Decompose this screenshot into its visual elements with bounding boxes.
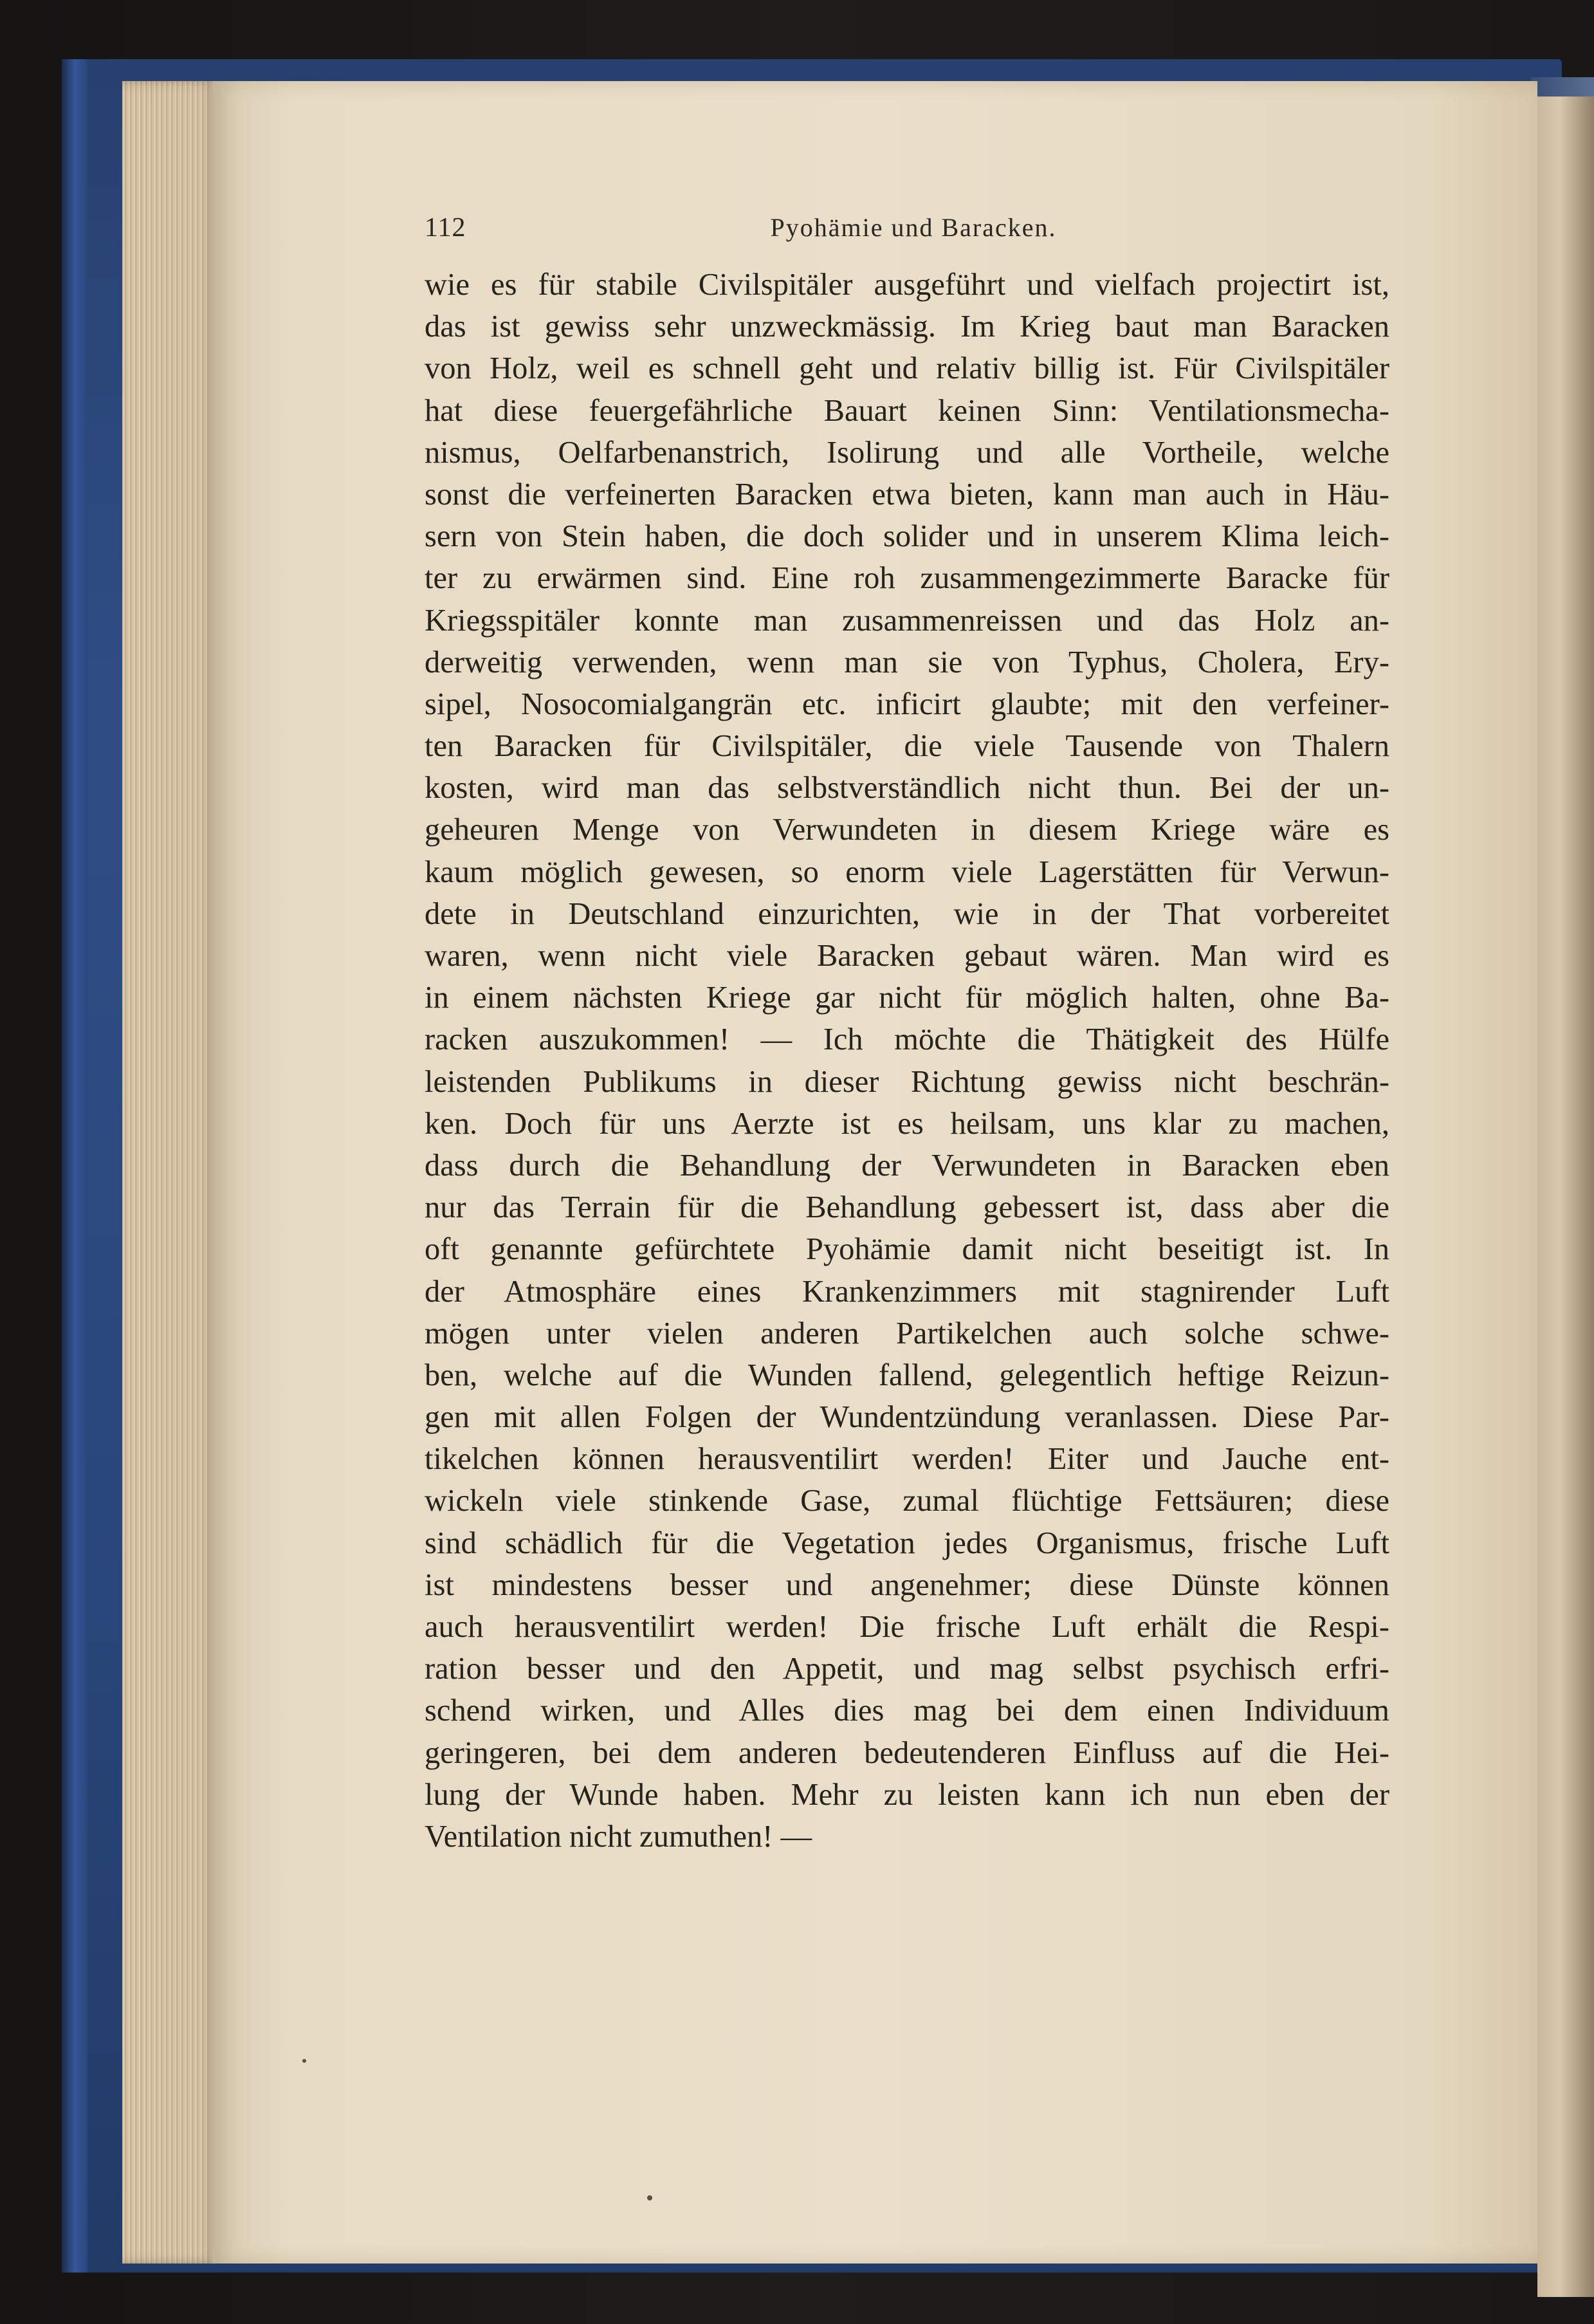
text-line: kosten, wird man das selbstverständlich nicht thun. Bei der un- xyxy=(425,771,1389,806)
text-line: schend wirken, und Alles dies mag bei dem einen Individuum xyxy=(425,1693,1389,1728)
paper-speck xyxy=(302,2059,306,2063)
page-block-edges xyxy=(122,81,219,2264)
cover-spine-edge xyxy=(62,59,87,2273)
text-line: oft genannte gefürchtete Pyohämie damit nicht beseitigt ist. In xyxy=(425,1232,1389,1267)
text-line: gen mit allen Folgen der Wundentzündung veranlassen. Diese Par- xyxy=(425,1400,1389,1435)
text-line: geheuren Menge von Verwundeten in diesem Kriege wäre es xyxy=(425,813,1389,847)
text-line: sonst die verfeinerten Baracken etwa bieten, kann man auch in Häu- xyxy=(425,477,1389,512)
running-title: Pyohämie und Baracken. xyxy=(770,213,1057,242)
text-line: das ist gewiss sehr unzweckmässig. Im Krieg baut man Baracken xyxy=(425,309,1389,344)
text-line: dass durch die Behandlung der Verwundeten in Baracken eben xyxy=(425,1148,1389,1183)
text-line: tikelchen können herausventilirt werden! Eiter und Jauche ent- xyxy=(425,1442,1389,1477)
text-line: mögen unter vielen anderen Partikelchen auch solche schwe- xyxy=(425,1316,1389,1351)
text-line: hat diese feuergefährliche Bauart keinen Sinn: Ventilationsmecha- xyxy=(425,393,1389,428)
facing-page-edge xyxy=(1537,97,1594,2297)
text-line: Ventilation nicht zumuthen! — xyxy=(425,1819,812,1854)
text-line: nur das Terrain für die Behandlung gebessert ist, dass aber die xyxy=(425,1190,1389,1225)
text-line: wickeln viele stinkende Gase, zumal flüchtige Fettsäuren; diese xyxy=(425,1484,1389,1518)
body-text xyxy=(425,264,1389,1858)
page-number: 112 xyxy=(425,213,466,243)
text-line: racken auszukommen! — Ich möchte die Thätigkeit des Hülfe xyxy=(425,1022,1389,1057)
text-line: wie es für stabile Civilspitäler ausgeführt und vielfach projectirt ist, xyxy=(425,268,1389,302)
text-line: geringeren, bei dem anderen bedeutenderen Einfluss auf die Hei- xyxy=(425,1735,1389,1770)
text-line: auch herausventilirt werden! Die frische Luft erhält die Respi- xyxy=(425,1610,1389,1644)
text-line: in einem nächsten Kriege gar nicht für möglich halten, ohne Ba- xyxy=(425,981,1389,1015)
text-line: ist mindestens besser und angenehmer; diese Dünste können xyxy=(425,1567,1389,1602)
text-line: sern von Stein haben, die doch solider und in unserem Klima leich- xyxy=(425,519,1389,554)
text-line: leistenden Publikums in dieser Richtung gewiss nicht beschrän- xyxy=(425,1064,1389,1099)
text-line: Kriegsspitäler konnte man zusammenreissen und das Holz an- xyxy=(425,603,1389,638)
text-line: ben, welche auf die Wunden fallend, gelegentlich heftige Reizun- xyxy=(425,1358,1389,1392)
text-line: ken. Doch für uns Aerzte ist es heilsam, uns klar zu machen, xyxy=(425,1106,1389,1141)
text-line: dete in Deutschland einzurichten, wie in der That vorbereitet xyxy=(425,896,1389,931)
text-line: kaum möglich gewesen, so enorm viele Lagerstätten für Verwun- xyxy=(425,854,1389,889)
paper-speck xyxy=(647,2195,652,2200)
text-line: derweitig verwenden, wenn man sie von Typhus, Cholera, Ery- xyxy=(425,645,1389,679)
text-line: von Holz, weil es schnell geht und relativ billig ist. Für Civilspitäler xyxy=(425,351,1389,386)
text-line: lung der Wunde haben. Mehr zu leisten kann ich nun eben der xyxy=(425,1777,1389,1812)
text-line: ten Baracken für Civilspitäler, die viele Tausende von Thalern xyxy=(425,729,1389,764)
text-line: ration besser und den Appetit, und mag selbst psychisch erfri- xyxy=(425,1652,1389,1686)
page-header xyxy=(425,212,1402,251)
text-line: der Atmosphäre eines Krankenzimmers mit stagnirender Luft xyxy=(425,1274,1389,1309)
text-line: nismus, Oelfarbenanstrich, Isolirung und alle Vortheile, welche xyxy=(425,435,1389,470)
text-line: sind schädlich für die Vegetation jedes Organismus, frische Luft xyxy=(425,1526,1389,1560)
text-line: sipel, Nosocomialgangrän etc. inficirt glaubte; mit den verfeiner- xyxy=(425,687,1389,721)
text-line: waren, wenn nicht viele Baracken gebaut wären. Man wird es xyxy=(425,939,1389,973)
text-line: ter zu erwärmen sind. Eine roh zusammengezimmerte Baracke für xyxy=(425,561,1389,596)
